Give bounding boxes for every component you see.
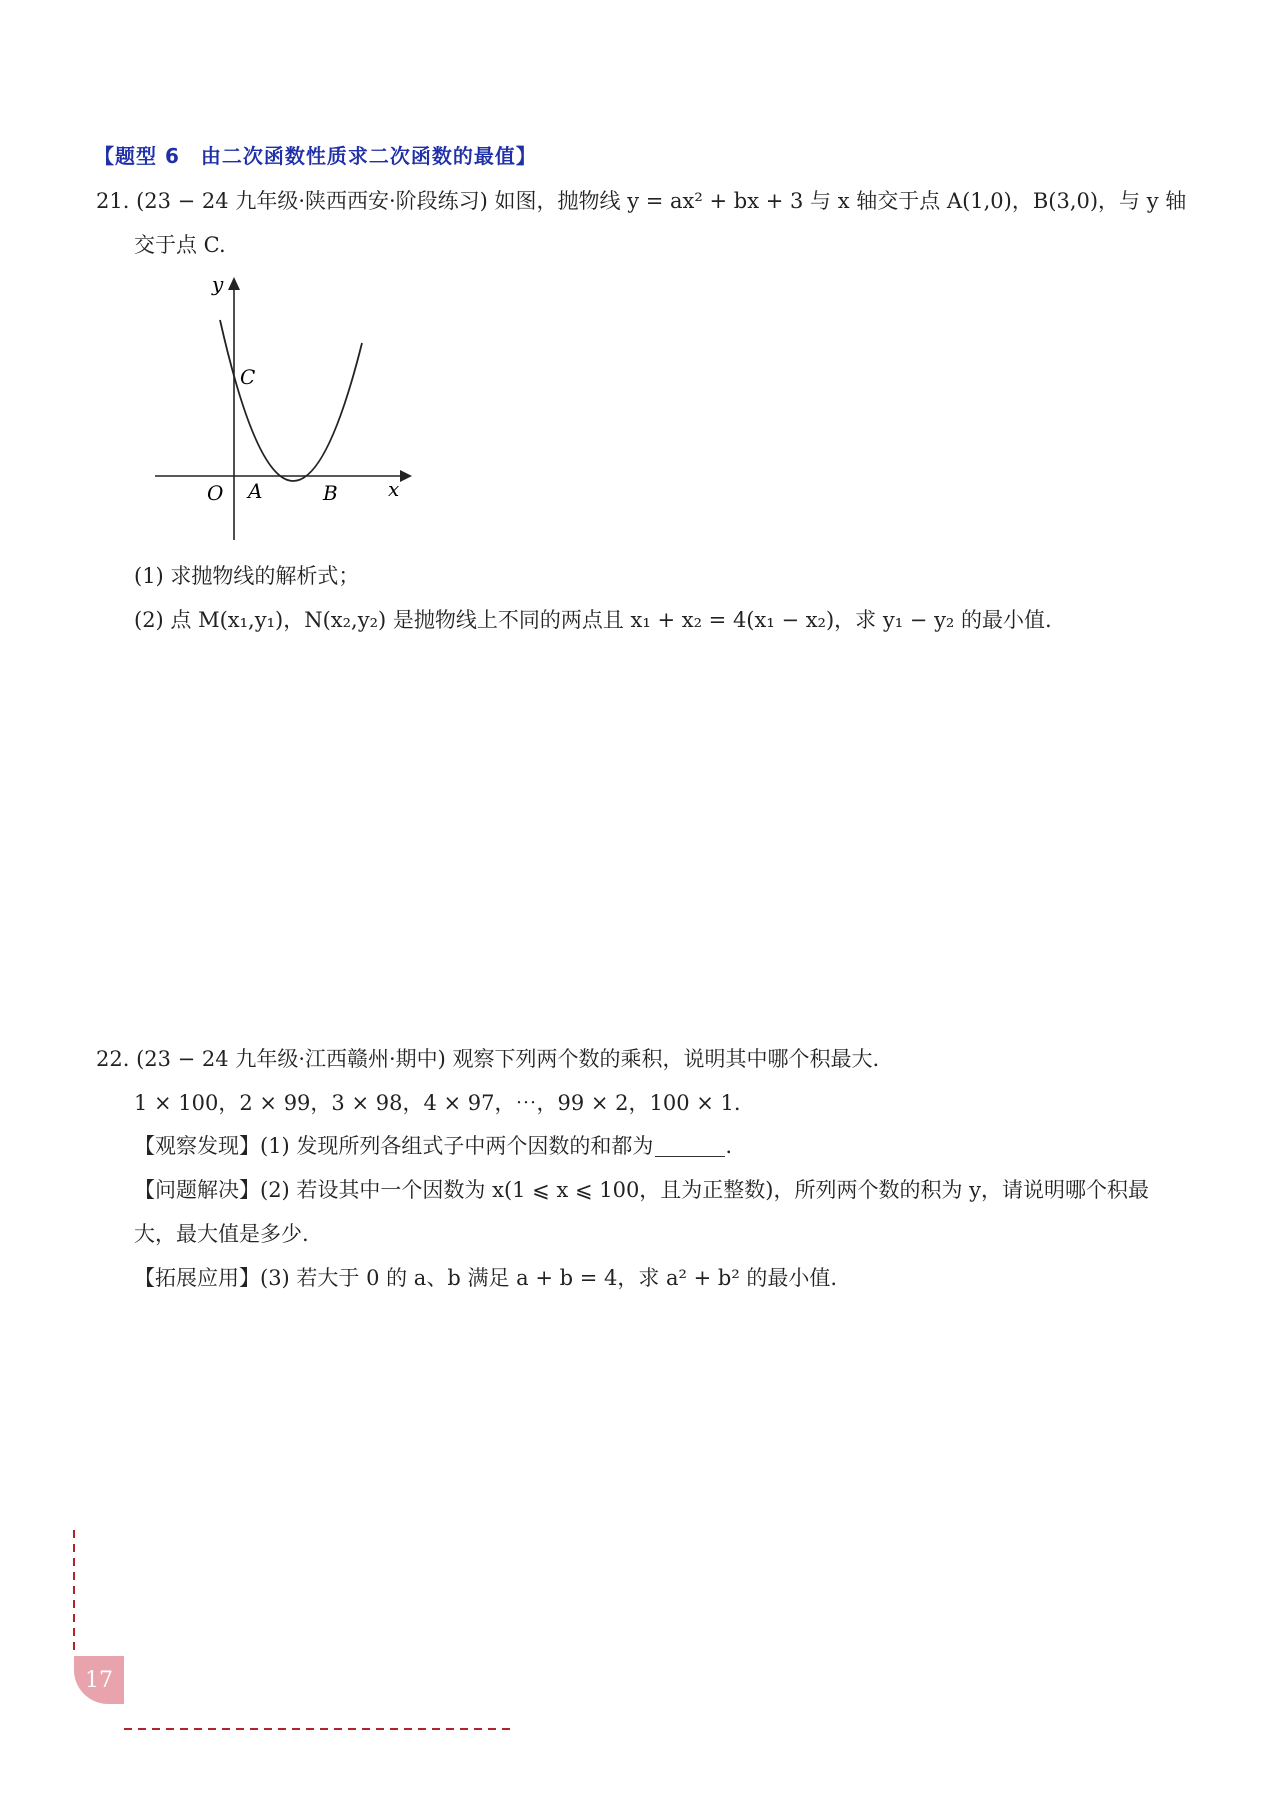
q21-stem-line1: 21. (23 − 24 九年级·陕西西安·阶段练习) 如图，抛物线 y = ax² + bx + 3 与 x 轴交于点 A(1,0)，B(3,0)，与 y 轴 <box>96 189 1187 213</box>
page-number: 17 <box>74 1656 124 1704</box>
q22-part1-end: . <box>725 1134 733 1158</box>
point-b-label: B <box>323 481 338 505</box>
y-axis-label: y <box>212 272 224 296</box>
q21-part1: (1) 求抛物线的解析式； <box>134 564 360 588</box>
q22-part1-text: 【观察发现】(1) 发现所列各组式子中两个因数的和都为 <box>134 1134 654 1158</box>
q22-stem-line2: 1 × 100，2 × 99，3 × 98，4 × 97，⋯，99 × 2，100 × 1. <box>134 1091 741 1115</box>
q22-part2-line2: 大，最大值是多少. <box>134 1222 309 1246</box>
origin-label: O <box>207 481 224 505</box>
q21-part2: (2) 点 M(x₁,y₁)，N(x₂,y₂) 是抛物线上不同的两点且 x₁ + x₂ = 4(x₁ − x₂)，求 y₁ − y₂ 的最小值. <box>134 608 1052 632</box>
x-axis-label: x <box>388 477 400 501</box>
q22-part2-line1: 【问题解决】(2) 若设其中一个因数为 x(1 ⩽ x ⩽ 100，且为正整数)，所列两个数的积为 y，请说明哪个积最 <box>134 1178 1150 1202</box>
point-c-label: C <box>240 365 256 389</box>
page-corner-decoration <box>0 0 520 1740</box>
point-a-label: A <box>248 479 263 503</box>
q22-part3: 【拓展应用】(3) 若大于 0 的 a、b 满足 a + b = 4，求 a² + b² 的最小值. <box>134 1266 838 1290</box>
answer-blank <box>655 1134 725 1157</box>
q21-stem-line2: 交于点 C. <box>134 233 226 257</box>
section-title: 【题型 6 由二次函数性质求二次函数的最值】 <box>94 144 537 168</box>
q22-stem-line1: 22. (23 − 24 九年级·江西赣州·期中) 观察下列两个数的乘积，说明其中哪个积最大. <box>96 1047 880 1071</box>
